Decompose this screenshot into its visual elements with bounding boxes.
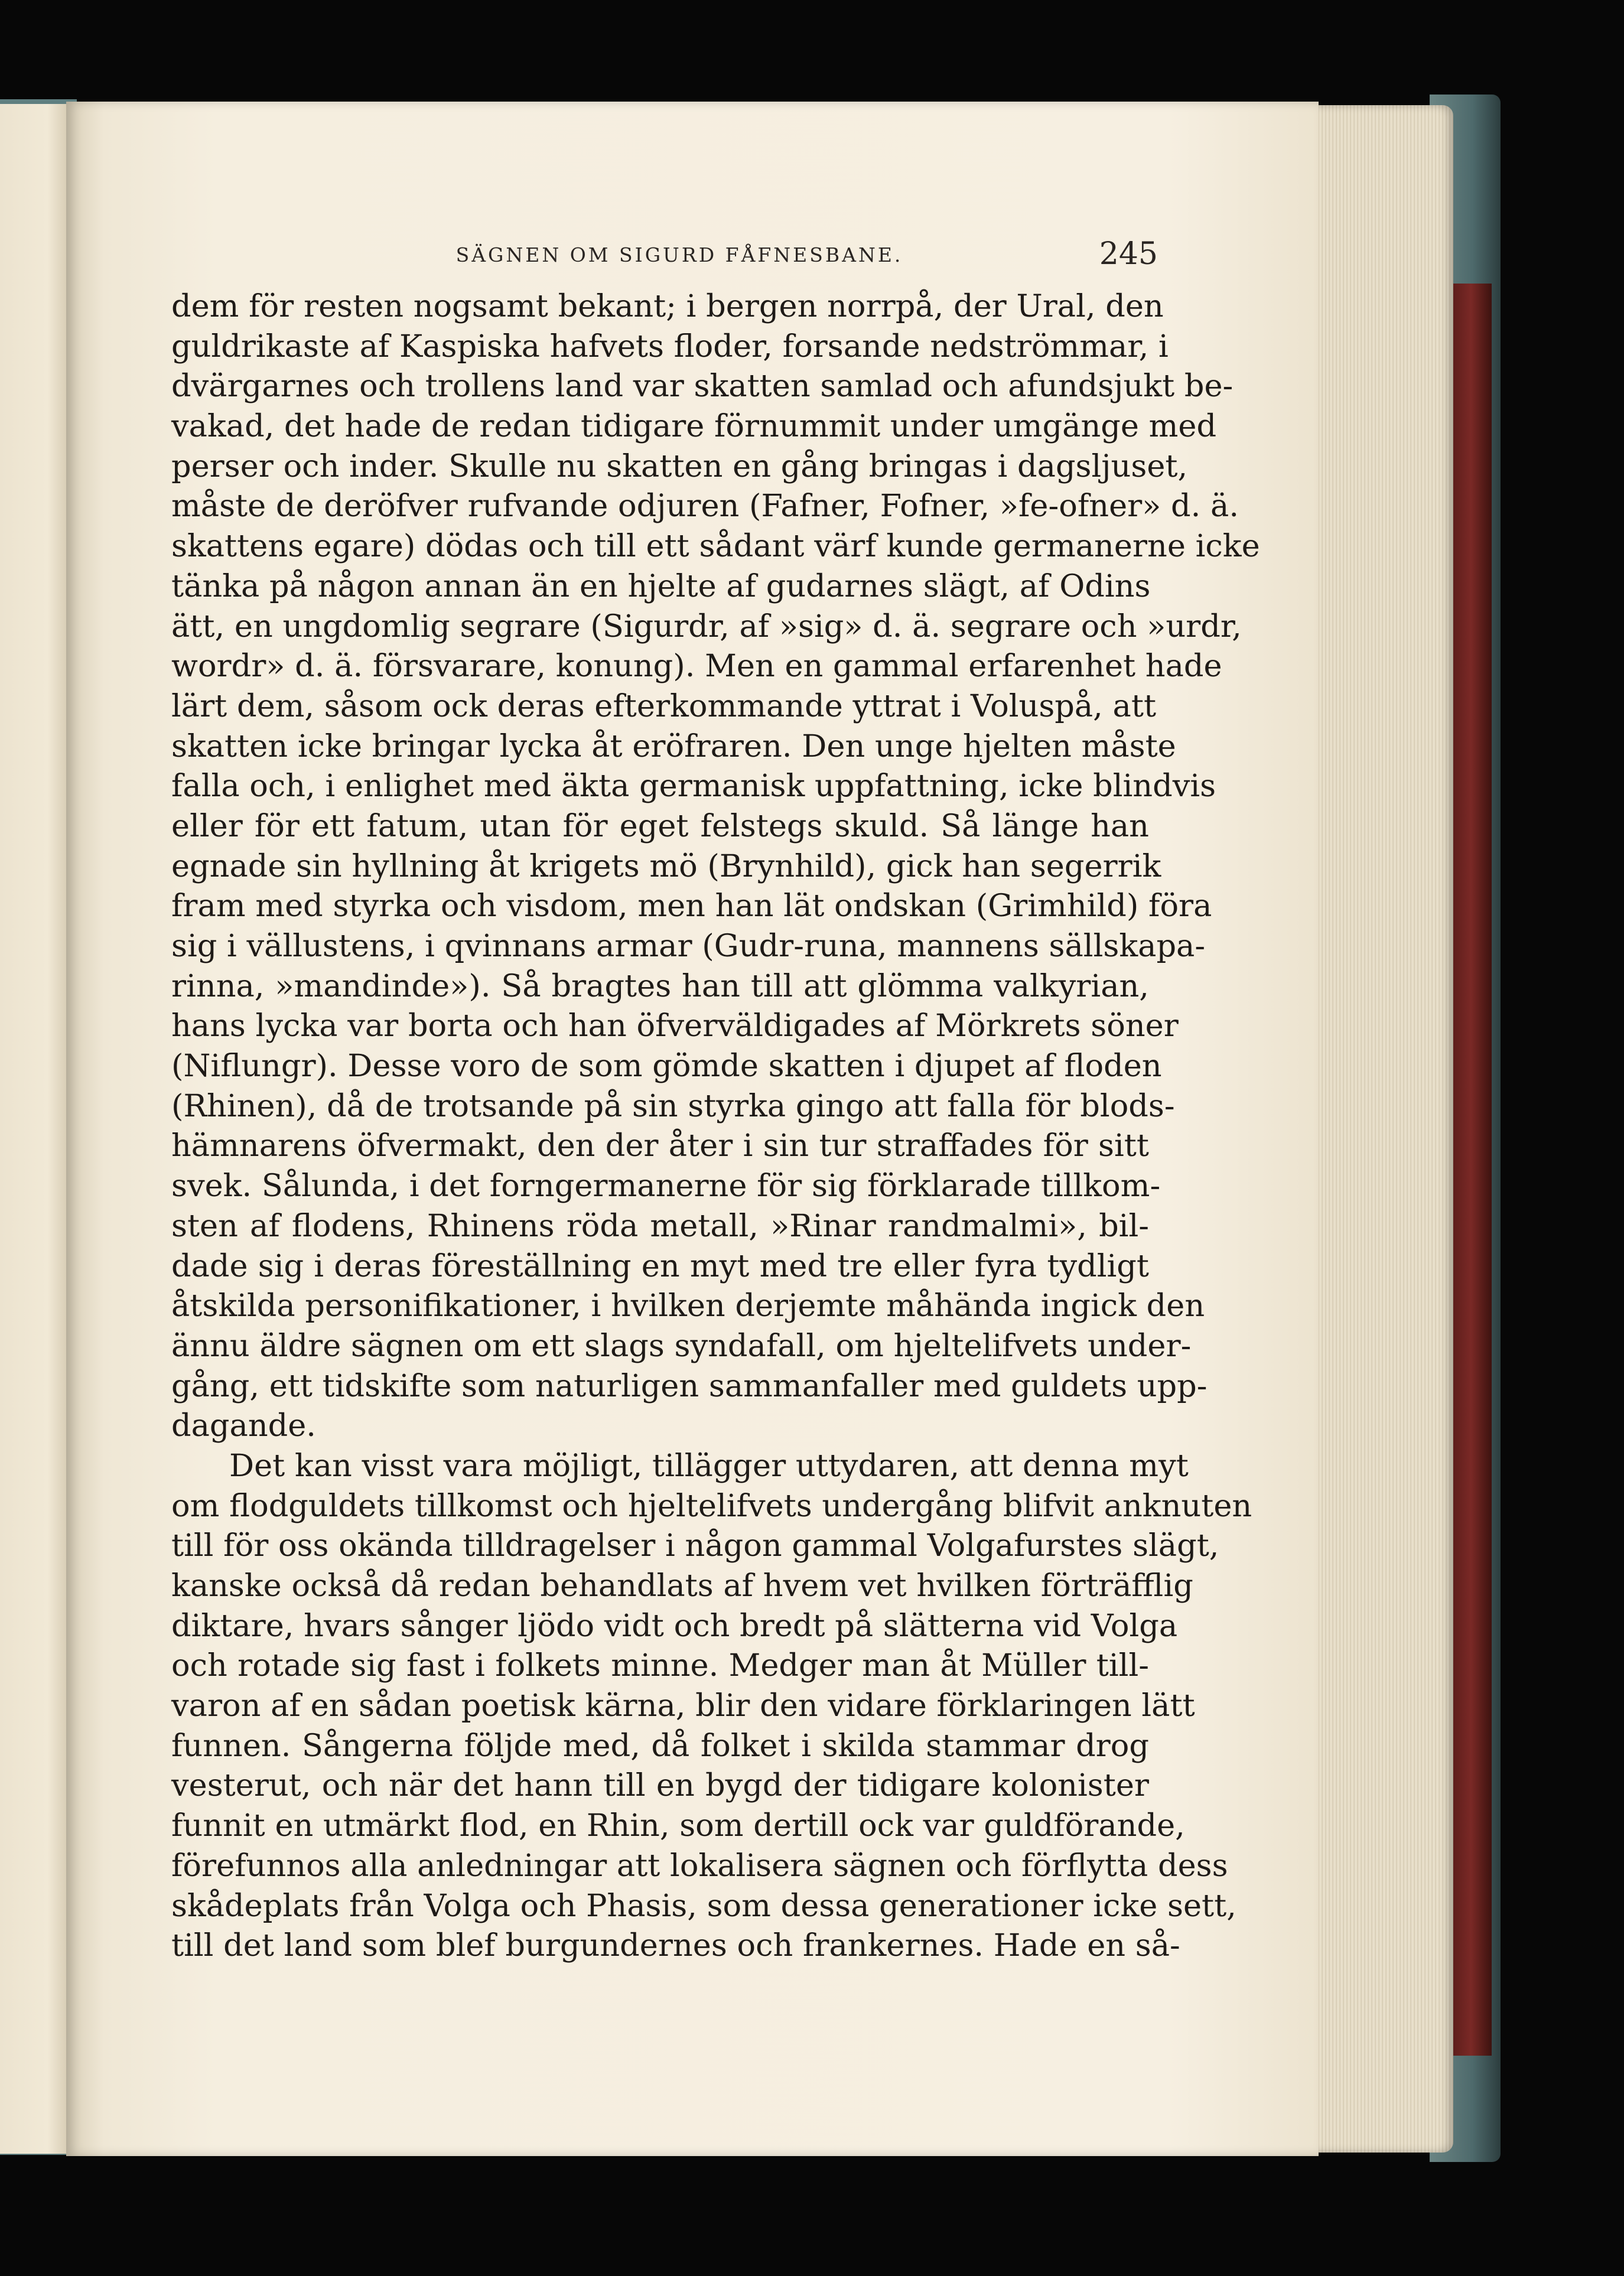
text-line: vakad, det hade de redan tidigare förnummit under umgänge med	[171, 408, 1217, 445]
text-line: (Rhinen), då de trotsande på sin styrka gingo att falla för blods-	[171, 1087, 1175, 1124]
text-line: vesterut, och när det hann till en bygd der tidigare kolonister	[171, 1767, 1149, 1804]
text-line: måste de deröfver rufvande odjuren (Fafner, Fofner, »fe-ofner» d. ä.	[171, 488, 1239, 525]
text-line: eller för ett fatum, utan för eget felstegs skuld. Så länge han	[171, 807, 1149, 844]
text-line: fram med styrka och visdom, men han lät ondskan (Grimhild) föra	[171, 888, 1212, 924]
running-title: SÄGNEN OM SIGURD FÅFNESBANE.	[455, 243, 903, 266]
text-line: tänka på någon annan än en hjelte af gudarnes slägt, af Odins	[171, 568, 1151, 604]
text-line: skattens egare) dödas och till ett sådant värf kunde germanerne icke	[171, 528, 1260, 565]
page-number: 245	[1099, 236, 1158, 272]
text-line: svek. Sålunda, i det forngermanerne för sig förklarade tillkom-	[171, 1168, 1161, 1204]
text-line: dvärgarnes och trollens land var skatten samlad och afundsjukt be-	[171, 368, 1234, 405]
text-line: ätt, en ungdomlig segrare (Sigurdr, af »sig» d. ä. segrare och »urdr,	[171, 608, 1242, 644]
text-line: åtskilda personifikationer, i hvilken derjemte måhända ingick den	[171, 1288, 1205, 1324]
text-line: wordr» d. ä. försvarare, konung). Men en gammal erfarenhet hade	[171, 648, 1222, 685]
text-line: skatten icke bringar lycka åt eröfraren. Den unge hjelten måste	[171, 728, 1176, 764]
text-line: perser och inder. Skulle nu skatten en gång bringas i dagsljuset,	[171, 448, 1188, 484]
text-line: egnade sin hyllning åt krigets mö (Brynhild), gick han segerrik	[171, 848, 1161, 884]
text-line: ännu äldre sägnen om ett slags syndafall, om hjeltelifvets under-	[171, 1327, 1192, 1364]
text-line: falla och, i enlighet med äkta germanisk uppfattning, icke blindvis	[171, 768, 1216, 805]
page-edges	[1306, 105, 1453, 2153]
text-line: dagande.	[171, 1408, 316, 1444]
previous-page-edge	[0, 104, 68, 2154]
text-line: (Niflungr). Desse voro de som gömde skatten i djupet af floden	[171, 1048, 1162, 1085]
text-line: hämnarens öfvermakt, den der åter i sin tur straffades för sitt	[171, 1128, 1149, 1164]
text-line: Det kan visst vara möjligt, tillägger uttydaren, att denna myt	[229, 1447, 1189, 1484]
text-line: diktare, hvars sånger ljödo vidt och bredt på slätterna vid Volga	[171, 1607, 1178, 1644]
text-line: och rotade sig fast i folkets minne. Medger man åt Müller till-	[171, 1647, 1149, 1684]
text-line: funnit en utmärkt flod, en Rhin, som dertill ock var guldförande,	[171, 1808, 1185, 1844]
text-line: hans lycka var borta och han öfverväldigades af Mörkrets söner	[171, 1008, 1179, 1044]
text-line: dade sig i deras föreställning en myt med tre eller fyra tydligt	[171, 1248, 1149, 1284]
text-line: skådeplats från Volga och Phasis, som dessa generationer icke sett,	[171, 1887, 1236, 1924]
text-line: sig i vällustens, i qvinnans armar (Gudr-runa, mannens sällskapa-	[171, 928, 1206, 964]
body-text	[171, 286, 1260, 1966]
text-line: rinna, »mandinde»). Så bragtes han till att glömma valkyrian,	[171, 968, 1149, 1004]
text-line: om flodguldets tillkomst och hjeltelifvets undergång blifvit anknuten	[171, 1487, 1252, 1524]
book-spine-red	[1450, 284, 1492, 2056]
text-line: sten af flodens, Rhinens röda metall, »Rinar randmalmi», bil-	[171, 1207, 1149, 1244]
text-line: funnen. Sångerna följde med, då folket i skilda stammar drog	[171, 1727, 1149, 1764]
text-line: gång, ett tidskifte som naturligen sammanfaller med guldets upp-	[171, 1367, 1208, 1404]
text-line: varon af en sådan poetisk kärna, blir den vidare förklaringen lätt	[171, 1688, 1195, 1724]
text-line: guldrikaste af Kaspiska hafvets floder, forsande nedströmmar, i	[171, 328, 1169, 364]
text-line: till det land som blef burgundernes och frankernes. Hade en så-	[171, 1927, 1180, 1964]
text-line: dem för resten nogsamt bekant; i bergen norrpå, der Ural, den	[171, 288, 1164, 324]
text-line: till för oss okända tilldragelser i någon gammal Volgafurstes slägt,	[171, 1528, 1219, 1564]
text-line: lärt dem, såsom ock deras efterkommande yttrat i Voluspå, att	[171, 688, 1157, 724]
text-line: förefunnos alla anledningar att lokalisera sägnen och förflytta dess	[171, 1847, 1228, 1884]
text-line: kanske också då redan behandlats af hvem vet hvilken förträfflig	[171, 1568, 1193, 1604]
